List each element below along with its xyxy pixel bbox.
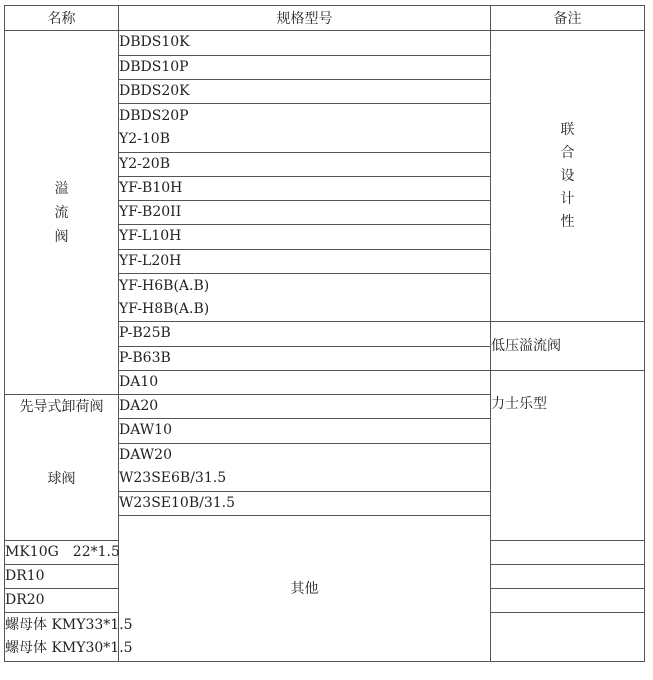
group-name-unload-ball: [5, 395, 119, 541]
model-cell: DBDS20P Y2-10B: [119, 104, 491, 153]
model-cell: MK10G 22*1.5: [5, 540, 119, 564]
model-cell: DA10: [119, 370, 491, 394]
remark-joint-design: 联 合 设 计 性: [491, 31, 645, 322]
model-cell: P-B25B: [119, 322, 491, 346]
model-cell: DA20: [119, 395, 491, 419]
model-cell: YF-L10H: [119, 225, 491, 249]
group-name-ball: 球阀: [47, 471, 76, 488]
model-cell: DBDS10P: [119, 55, 491, 79]
model-cell: YF-L20H: [119, 249, 491, 273]
model-cell: YF-H6B(A.B) YF-H8B(A.B): [119, 273, 491, 322]
model-cell: DAW10: [119, 419, 491, 443]
remark-low-pressure-relief: 低压溢流阀: [491, 322, 645, 371]
table-row: [5, 31, 645, 55]
remark-empty: [491, 564, 645, 588]
model-cell: DAW20 W23SE6B/31.5: [119, 443, 491, 492]
remark-empty: [491, 613, 645, 662]
model-cell: 螺母体 KMY33*1.5 螺母体 KMY30*1.5: [5, 613, 119, 662]
model-cell: DR20: [5, 589, 119, 613]
model-cell: DBDS10K: [119, 31, 491, 55]
model-cell: Y2-20B: [119, 152, 491, 176]
header-name: 名称: [5, 6, 119, 31]
remark-empty: [491, 540, 645, 564]
group-name-relief: 溢 流 阀: [5, 31, 119, 395]
model-cell: YF-B10H: [119, 176, 491, 200]
model-cell: DBDS20K: [119, 79, 491, 103]
group-name-unload: 先导式卸荷阀: [19, 399, 104, 416]
spec-table: [4, 5, 645, 662]
model-cell: DR10: [5, 564, 119, 588]
model-cell: W23SE10B/31.5: [119, 492, 491, 516]
header-remark: 备注: [491, 6, 645, 31]
header-spec: 规格型号: [119, 6, 491, 31]
group-name-other: 其他: [119, 516, 491, 662]
header-row: [5, 6, 645, 31]
model-cell: YF-B20II: [119, 201, 491, 225]
remark-empty: [491, 589, 645, 613]
remark-rexroth-type: 力士乐型: [491, 370, 645, 540]
model-cell: P-B63B: [119, 346, 491, 370]
